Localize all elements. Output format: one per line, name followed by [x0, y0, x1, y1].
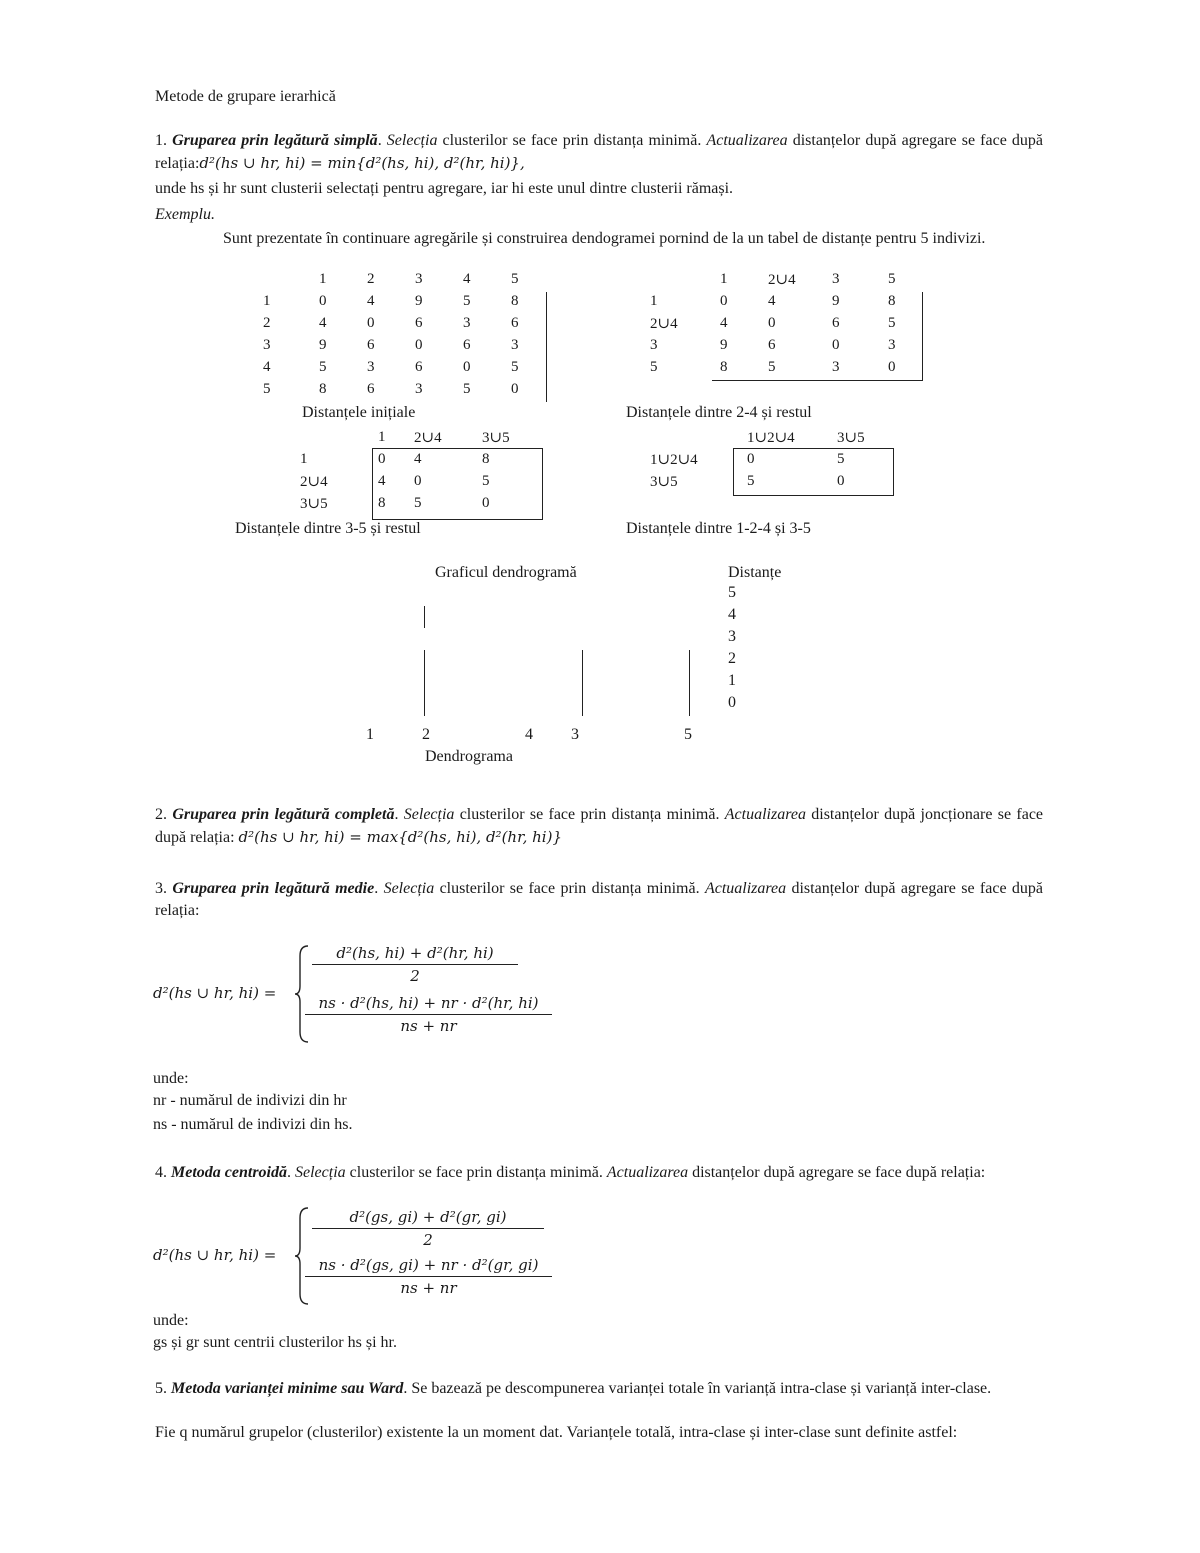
table-initial-distances	[263, 268, 559, 400]
text-fragment: distanțelor după agregare se face după relația:	[688, 1164, 986, 1181]
dendrogram-leaf-label: 2	[422, 726, 430, 743]
table-row	[263, 334, 559, 356]
section-number: 2.	[155, 806, 173, 823]
text-fragment: clusterilor se face prin distanța minimă.	[454, 806, 725, 823]
caption-initial: Distanțele inițiale	[302, 404, 416, 421]
table-row	[650, 290, 928, 312]
column-header: 2∪4	[414, 429, 442, 446]
section-2-text	[155, 804, 1043, 849]
table-cell: 3	[832, 358, 840, 375]
table-cell: 5	[511, 358, 519, 375]
axis-tick-label: 2	[728, 650, 736, 667]
table-cell: 4	[414, 450, 422, 467]
fraction-numerator: d²(hs, hi) + d²(hr, hi)	[312, 944, 518, 965]
table-cell: 5	[414, 494, 422, 511]
dendrogram-leaf-label: 5	[684, 726, 692, 743]
table-cell: 8	[482, 450, 490, 467]
table-cell: 0	[415, 336, 423, 353]
table-cell: 0	[482, 494, 490, 511]
table-cell: 6	[511, 314, 519, 331]
selection-term: Selecția	[295, 1164, 346, 1181]
min-formula: d²(hs ∪ hr, hi) = min{d²(hs, hi), d²(hr, hi)},	[199, 154, 525, 172]
table-corner	[650, 426, 747, 448]
dendrogram-branch	[582, 650, 583, 716]
section-3-text	[155, 878, 1043, 922]
table-border	[712, 380, 923, 381]
dendrogram-axis-title: Distanțe	[728, 564, 782, 581]
selection-term: Selecția	[383, 880, 435, 897]
column-header: 3∪5	[837, 429, 865, 446]
text-fragment: .	[287, 1164, 295, 1181]
selection-term: Selecția	[403, 806, 455, 823]
dendrogram-leaf-label: 4	[525, 726, 533, 743]
row-header: 3	[263, 336, 271, 353]
column-header: 4	[463, 270, 471, 287]
axis-tick-label: 1	[728, 672, 736, 689]
table-cell: 0	[888, 358, 896, 375]
average-formula-case1	[312, 944, 518, 985]
definition-centroids: gs și gr sunt centrii clusterilor hs și hr.	[153, 1334, 397, 1351]
text-fragment: clusterilor se face prin distanța minimă.	[437, 132, 707, 149]
table-row	[263, 356, 559, 378]
section-1-line2: unde hs și hr sunt clusterii selectați pentru agregare, iar hi este unul dintre clusterii rămași.	[155, 180, 734, 197]
section-5-name: Metoda varianței minime sau Ward	[171, 1380, 404, 1397]
fraction-denominator: ns + nr	[400, 1279, 457, 1297]
column-header: 1	[378, 428, 386, 445]
section-2-name: Gruparea prin legătură completă	[172, 806, 395, 823]
table-cell: 8	[511, 292, 519, 309]
fraction-denominator: ns + nr	[400, 1017, 457, 1035]
dendrogram-branch	[424, 606, 425, 628]
centroid-formula-lhs: d²(hs ∪ hr, hi) =	[153, 1246, 277, 1264]
table-cell: 0	[720, 292, 728, 309]
table-cell: 0	[747, 450, 755, 467]
definition-ns: ns - numărul de indivizi din hs.	[153, 1116, 353, 1133]
dendrogram-title: Graficul dendrogramă	[435, 564, 577, 581]
table-cell: 0	[378, 450, 386, 467]
table-cell: 0	[414, 472, 422, 489]
table-cell: 9	[319, 336, 327, 353]
row-header: 4	[263, 358, 271, 375]
update-term: Actualizarea	[706, 132, 788, 149]
table-cell: 0	[367, 314, 375, 331]
table-border	[922, 292, 923, 380]
section-4-text	[155, 1162, 1043, 1184]
table-header-row	[263, 268, 559, 290]
table-cell: 4	[720, 314, 728, 331]
text-fragment: distanțelor după agregare se face după relația:	[155, 880, 1044, 919]
table-cell: 5	[888, 314, 896, 331]
text-fragment: .	[374, 880, 384, 897]
table-cell: 5	[319, 358, 327, 375]
table-cell: 5	[747, 472, 755, 489]
text-fragment: clusterilor se face prin distanța minimă.	[345, 1164, 607, 1181]
table-cell: 8	[378, 494, 386, 511]
table-cell: 0	[319, 292, 327, 309]
table-corner	[263, 268, 319, 290]
text-fragment: .	[394, 806, 404, 823]
table-cell: 3	[415, 380, 423, 397]
table-cell: 5	[837, 450, 845, 467]
table-cell: 9	[720, 336, 728, 353]
section-number: 5.	[155, 1380, 171, 1397]
table-cell: 5	[768, 358, 776, 375]
column-header: 5	[888, 270, 896, 287]
table-header-row	[300, 426, 522, 448]
table-row	[263, 378, 559, 400]
table-cell: 0	[463, 358, 471, 375]
update-term: Actualizarea	[724, 806, 806, 823]
row-header: 1	[650, 292, 658, 309]
section-1-name: Gruparea prin legătură simplă	[172, 132, 378, 149]
table-row	[650, 334, 928, 356]
table-cell: 3	[463, 314, 471, 331]
example-label: Exemplu.	[155, 206, 215, 223]
fraction-numerator: ns · d²(gs, gi) + nr · d²(gr, gi)	[305, 1256, 552, 1277]
table-cell: 6	[832, 314, 840, 331]
table-cell: 0	[768, 314, 776, 331]
table-cell: 8	[720, 358, 728, 375]
update-term: Actualizarea	[606, 1164, 689, 1181]
table-cell: 8	[319, 380, 327, 397]
table-header-row	[650, 426, 877, 448]
section-5-line2: Fie q numărul grupelor (clusterilor) existente la un moment dat. Varianțele totală, intra-clase și inter-clase sunt definite astfel:	[155, 1424, 958, 1441]
section-5-text	[155, 1378, 1043, 1400]
table-row	[650, 356, 928, 378]
table-cell: 6	[415, 314, 423, 331]
average-formula-lhs: d²(hs ∪ hr, hi) =	[153, 984, 277, 1002]
row-header: 3∪5	[300, 495, 328, 512]
table-cell: 0	[832, 336, 840, 353]
table-corner	[650, 268, 720, 290]
table-cell: 5	[463, 292, 471, 309]
table-distances-2-4	[650, 268, 928, 378]
column-header: 3	[832, 270, 840, 287]
table-cell: 5	[463, 380, 471, 397]
section-4-name: Metoda centroidă	[171, 1164, 287, 1181]
row-header: 5	[650, 358, 658, 375]
text-fragment: .	[377, 132, 387, 149]
table-cell: 6	[463, 336, 471, 353]
section-number: 4.	[155, 1164, 171, 1181]
text-fragment: clusterilor se face prin distanța minimă.	[434, 880, 705, 897]
caption-1-2-4: Distanțele dintre 1-2-4 și 3-5	[626, 520, 811, 537]
row-header: 3	[650, 336, 658, 353]
max-formula: d²(hs ∪ hr, hi) = max{d²(hs, hi), d²(hr, hi)}	[238, 828, 562, 846]
table-corner	[300, 426, 378, 448]
section-number: 1.	[155, 132, 173, 149]
table-cell: 9	[832, 292, 840, 309]
table-row	[263, 312, 559, 334]
table-cell: 3	[511, 336, 519, 353]
text-fragment: . Se bazează pe descompunerea varianței totale în varianță intra-clase și varianță inter-clase.	[403, 1380, 992, 1397]
centroid-formula-case1	[312, 1208, 544, 1249]
where-label: unde:	[153, 1070, 189, 1087]
column-header: 3∪5	[482, 429, 510, 446]
row-header: 2	[263, 314, 271, 331]
fraction-denominator: 2	[423, 1231, 433, 1249]
dendrogram-branch	[424, 650, 425, 716]
table-cell: 4	[768, 292, 776, 309]
update-term: Actualizarea	[704, 880, 787, 897]
dendrogram-leaf-label: 3	[571, 726, 579, 743]
table-cell: 5	[482, 472, 490, 489]
table-cell: 6	[415, 358, 423, 375]
caption-3-5: Distanțele dintre 3-5 și restul	[235, 520, 421, 537]
row-header: 2∪4	[300, 473, 328, 490]
row-header: 1	[263, 292, 271, 309]
section-3-name: Gruparea prin legătură medie	[172, 880, 375, 897]
table-cell: 3	[888, 336, 896, 353]
table-box	[733, 448, 894, 496]
table-header-row	[650, 268, 928, 290]
table-box	[372, 448, 543, 520]
row-header: 3∪5	[650, 473, 678, 490]
column-header: 3	[415, 270, 423, 287]
column-header: 1∪2∪4	[747, 429, 795, 446]
text-fragment: distanțelor după joncționare se face după relația:	[155, 806, 1044, 846]
section-number: 3.	[155, 880, 173, 897]
axis-tick-label: 5	[728, 584, 736, 601]
row-header: 1∪2∪4	[650, 451, 698, 468]
axis-tick-label: 4	[728, 606, 736, 623]
table-cell: 3	[367, 358, 375, 375]
section-1-text	[155, 130, 1043, 175]
table-row	[650, 312, 928, 334]
row-header: 1	[300, 450, 308, 467]
column-header: 2	[367, 270, 375, 287]
table-cell: 8	[888, 292, 896, 309]
column-header: 2∪4	[768, 271, 796, 288]
axis-tick-label: 3	[728, 628, 736, 645]
table-cell: 9	[415, 292, 423, 309]
table-cell: 0	[511, 380, 519, 397]
where-label: unde:	[153, 1312, 189, 1329]
fraction-denominator: 2	[410, 967, 420, 985]
dendrogram-caption: Dendrograma	[425, 748, 513, 765]
fraction-numerator: ns · d²(hs, hi) + nr · d²(hr, hi)	[305, 994, 552, 1015]
centroid-formula-case2	[305, 1256, 552, 1297]
table-border	[546, 292, 547, 402]
column-header: 1	[319, 270, 327, 287]
example-intro: Sunt prezentate în continuare agregările și construirea dendogramei pornind de la un tabel de distanțe pentru 5 indivizi.	[223, 230, 986, 247]
text-fragment: distanțelor după agregare se face după relația:	[155, 132, 1044, 172]
table-cell: 4	[378, 472, 386, 489]
column-header: 5	[511, 270, 519, 287]
axis-tick-label: 0	[728, 694, 736, 711]
average-formula-case2	[305, 994, 552, 1035]
table-cell: 4	[319, 314, 327, 331]
column-header: 1	[720, 270, 728, 287]
table-cell: 0	[837, 472, 845, 489]
dendrogram-branch	[689, 650, 690, 716]
table-cell: 6	[768, 336, 776, 353]
table-row	[263, 290, 559, 312]
definition-nr: nr - numărul de indivizi din hr	[153, 1092, 347, 1109]
table-cell: 4	[367, 292, 375, 309]
row-header: 2∪4	[650, 315, 678, 332]
selection-term: Selecția	[386, 132, 438, 149]
fraction-numerator: d²(gs, gi) + d²(gr, gi)	[312, 1208, 544, 1229]
caption-2-4: Distanțele dintre 2-4 și restul	[626, 404, 812, 421]
table-cell: 6	[367, 380, 375, 397]
row-header: 5	[263, 380, 271, 397]
table-cell: 6	[367, 336, 375, 353]
page-title: Metode de grupare ierarhică	[155, 88, 336, 105]
dendrogram-leaf-label: 1	[366, 726, 374, 743]
